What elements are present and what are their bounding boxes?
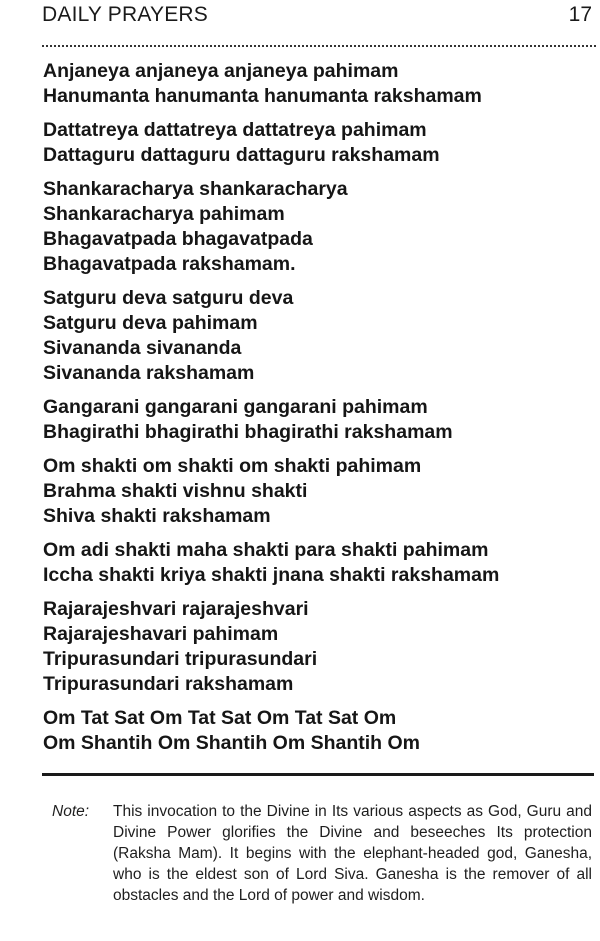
running-title: DAILY PRAYERS [42,3,208,26]
dotted-divider [42,45,596,47]
verse-line: Iccha shakti kriya shakti jnana shakti rakshamam [43,564,500,586]
verse-line: Anjaneya anjaneya anjaneya pahimam [43,60,399,82]
verse-line: Bhagirathi bhagirathi bhagirathi rakshamam [43,421,453,443]
verse-line: Satguru deva pahimam [43,312,258,334]
verse-line: Dattaguru dattaguru dattaguru rakshamam [43,144,440,166]
stanza [43,286,593,386]
verse-line: Bhagavatpada bhagavatpada [43,228,313,250]
verse-line: Tripurasundari tripurasundari [43,648,318,670]
verse-line: Sivananda sivananda [43,337,242,359]
solid-divider [42,773,594,776]
stanza [43,118,593,168]
page-header [42,3,596,33]
stanza [43,454,593,529]
stanza [43,395,593,445]
verse-line: Gangarani gangarani gangarani pahimam [43,396,428,418]
verse-line: Shiva shakti rakshamam [43,505,271,527]
verse-line: Tripurasundari rakshamam [43,673,294,695]
verse-line: Brahma shakti vishnu shakti [43,480,308,502]
verse-line: Om Shantih Om Shantih Om Shantih Om [43,732,421,754]
prayer-verses [43,59,593,765]
verse-line: Om shakti om shakti om shakti pahimam [43,455,422,477]
stanza [43,538,593,588]
verse-line: Sivananda rakshamam [43,362,255,384]
verse-line: Hanumanta hanumanta hanumanta rakshamam [43,85,482,107]
verse-line: Shankaracharya pahimam [43,203,285,225]
verse-line: Bhagavatpada rakshamam. [43,253,296,275]
note-text: This invocation to the Divine in Its various aspects as God, Guru and Divine Power glorifies the Divine and beseeches Its protection (Raksha Mam). It begins with the elephant-headed god, Ganesha, who is the eldest son of Lord Siva. Ganesha is the remover of all obstacles and the Lord of power and wisdom. [113,803,592,904]
note-label: Note: [52,803,90,820]
note-block [52,801,592,906]
verse-line: Rajarajeshavari pahimam [43,623,279,645]
verse-line: Shankaracharya shankaracharya [43,178,348,200]
verse-line: Satguru deva satguru deva [43,287,294,309]
stanza [43,597,593,697]
verse-line: Dattatreya dattatreya dattatreya pahimam [43,119,427,141]
verse-line: Om Tat Sat Om Tat Sat Om Tat Sat Om [43,707,397,729]
stanza [43,706,593,756]
verse-line: Om adi shakti maha shakti para shakti pahimam [43,539,489,561]
verse-line: Rajarajeshvari rajarajeshvari [43,598,309,620]
stanza [43,177,593,277]
page-number: 17 [568,3,592,26]
stanza [43,59,593,109]
